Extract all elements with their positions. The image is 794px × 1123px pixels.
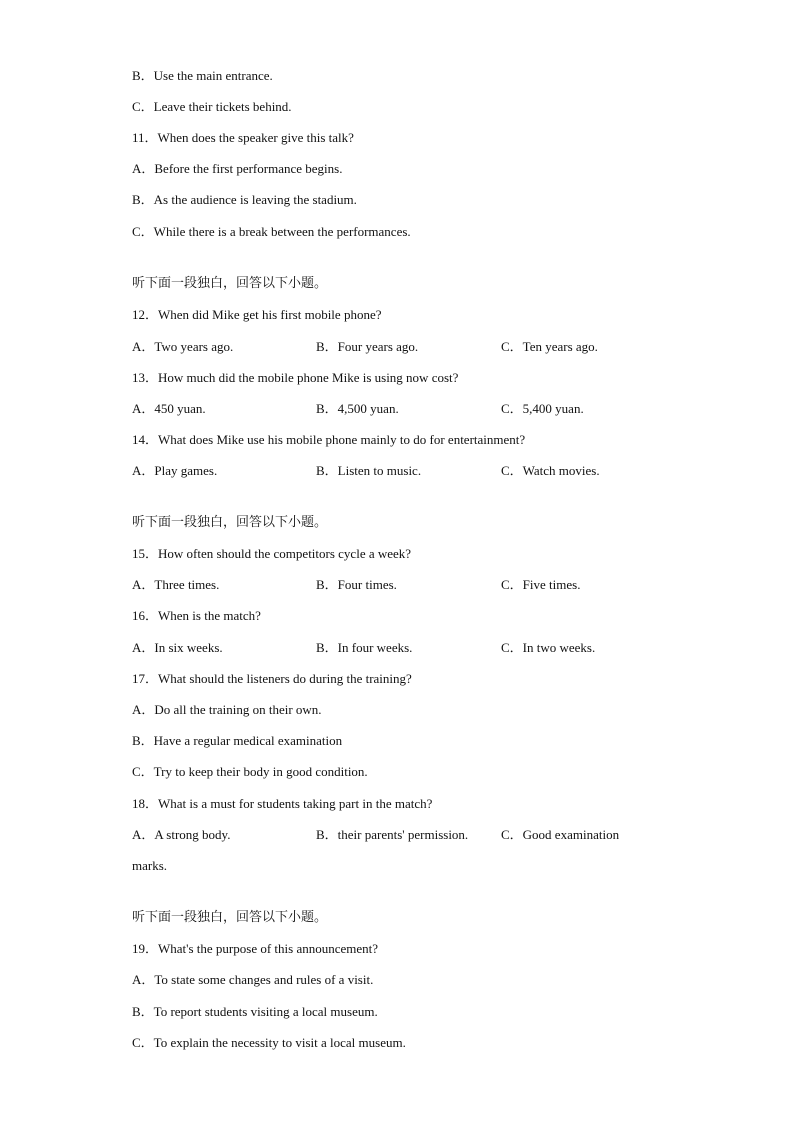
q17-option-b: B．Have a regular medical examination	[132, 733, 343, 748]
q17-question: 17．What should the listeners do during the training?	[132, 671, 412, 686]
q15-question: 15．How often should the competitors cycle a week?	[132, 546, 412, 561]
q18-question: 18．What is a must for students taking part in the match?	[132, 796, 433, 811]
section-heading: 听下面一段独白，回答以下小题。	[132, 515, 328, 530]
q16-question: 16．When is the match?	[132, 608, 261, 623]
q18-option-c: C．Good examination	[501, 827, 620, 842]
q19-option-b: B．To report students visiting a local museum.	[132, 1004, 378, 1019]
q18-option-b: B．their parents' permission.	[316, 827, 469, 842]
q15-option-c: C．Five times.	[501, 577, 581, 592]
q15-option-b: B．Four times.	[316, 577, 397, 592]
q11-option-b: B．As the audience is leaving the stadium.	[132, 192, 357, 207]
q15-option-a: A．Three times.	[132, 577, 220, 592]
q16-option-b: B．In four weeks.	[316, 640, 413, 655]
q19-option-a: A．To state some changes and rules of a visit.	[132, 972, 374, 987]
q16-option-c: C．In two weeks.	[501, 640, 596, 655]
q12-option-b: B．Four years ago.	[316, 339, 419, 354]
q10-option-c: C．Leave their tickets behind.	[132, 99, 292, 114]
q10-option-b: B．Use the main entrance.	[132, 68, 273, 83]
section-heading: 听下面一段独白，回答以下小题。	[132, 276, 328, 291]
q17-option-c: C．Try to keep their body in good condition.	[132, 764, 368, 779]
q18-option-c-continued: marks.	[132, 858, 168, 873]
section-heading: 听下面一段独白，回答以下小题。	[132, 910, 328, 925]
q19-question: 19．What's the purpose of this announcement?	[132, 941, 379, 956]
q14-option-b: B．Listen to music.	[316, 463, 422, 478]
q18-option-a: A．A strong body.	[132, 827, 231, 842]
q17-option-a: A．Do all the training on their own.	[132, 702, 322, 717]
q11-option-c: C．While there is a break between the performances.	[132, 224, 411, 239]
q13-option-c: C．5,400 yuan.	[501, 401, 584, 416]
q11-option-a: A．Before the first performance begins.	[132, 161, 343, 176]
q13-question: 13．How much did the mobile phone Mike is using now cost?	[132, 370, 459, 385]
q14-option-c: C．Watch movies.	[501, 463, 600, 478]
q13-option-b: B．4,500 yuan.	[316, 401, 399, 416]
q12-option-c: C．Ten years ago.	[501, 339, 598, 354]
q14-question: 14．What does Mike use his mobile phone mainly to do for entertainment?	[132, 432, 526, 447]
q11-question: 11．When does the speaker give this talk?	[132, 130, 354, 145]
q16-option-a: A．In six weeks.	[132, 640, 223, 655]
q12-option-a: A．Two years ago.	[132, 339, 234, 354]
q19-option-c: C．To explain the necessity to visit a local museum.	[132, 1035, 406, 1050]
q12-question: 12．When did Mike get his first mobile phone?	[132, 307, 382, 322]
q14-option-a: A．Play games.	[132, 463, 218, 478]
q13-option-a: A．450 yuan.	[132, 401, 206, 416]
